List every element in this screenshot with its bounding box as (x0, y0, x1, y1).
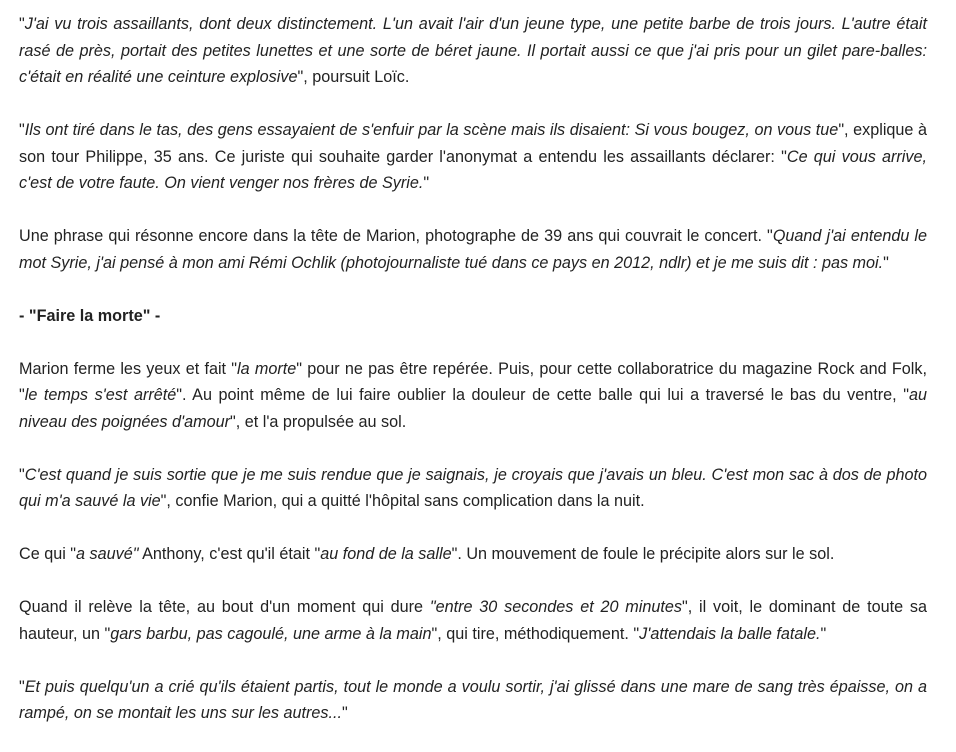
paragraph (19, 117, 927, 197)
text-run: " (883, 253, 889, 272)
quote-text: Quand j'ai entendu le mot Syrie, j'ai pensé à mon ami Rémi Ochlik (photojournaliste tué dans ce pays en 2012, ndlr) et je me suis dit : pas moi. (19, 227, 927, 272)
quote-text: Ce qui vous arrive, c'est de votre faute. On vient venger nos frères de Syrie. (19, 147, 927, 192)
text-run: ", explique à son tour Philippe, 35 ans. Ce juriste qui souhaite garder l'anonymat a entendu les assaillants déclarer: " (19, 121, 927, 166)
paragraph (19, 541, 927, 568)
quote-text: la morte (237, 359, 297, 378)
text-run: " (342, 704, 348, 722)
quote-text: gars barbu, pas cagoulé, une arme à la main (110, 624, 432, 643)
section-subheading: - "Faire la morte" - (19, 306, 161, 325)
text-run: " (19, 465, 25, 484)
text-run: " (820, 624, 827, 643)
text-run: ", confie Marion, qui a quitté l'hôpital sans complication dans la nuit. (160, 492, 645, 510)
text-run: ". Au point même de lui faire oublier la douleur de cette balle qui lui a traversé le bas du ventre, " (176, 386, 909, 404)
text-run: Quand il relève la tête, au bout d'un moment qui dure (19, 598, 430, 616)
text-run: ". Un mouvement de foule le précipite alors sur le sol. (451, 545, 835, 563)
text-run: Ce qui " (19, 545, 77, 563)
text-run: " (19, 121, 25, 139)
text-run: Marion ferme les yeux et fait " (19, 359, 238, 378)
text-run: ", poursuit Loïc. (297, 68, 410, 86)
text-run: ", qui tire, méthodiquement. " (431, 624, 640, 643)
article-body (19, 0, 927, 727)
text-run: ", et l'a propulsée au sol. (229, 412, 407, 431)
paragraph (19, 356, 927, 436)
paragraph (19, 462, 927, 515)
quote-text: a sauvé" (76, 545, 139, 563)
paragraph (19, 674, 927, 727)
text-run: " (423, 174, 430, 192)
text-run: Une phrase qui résonne encore dans la tête de Marion, photographe de 39 ans qui couvrait le concert. " (19, 227, 773, 245)
text-run: ", il voit, le dominant de toute sa hauteur, un " (19, 598, 927, 643)
text-run: Anthony, c'est qu'il était " (138, 545, 321, 563)
quote-text: J'ai vu trois assaillants, dont deux distinctement. L'un avait l'air d'un jeune type, une petite barbe de trois jours. L'autre était rasé de près, portait des petites lunettes et une sorte de béret jaune. Il portait aussi ce que j'ai pris pour un gilet pare-balles: c'était en réalité une ceinture explosive (19, 15, 927, 86)
paragraph (19, 0, 927, 91)
quote-text: Ils ont tiré dans le tas, des gens essayaient de s'enfuir par la scène mais ils disaient: Si vous bougez, on vous tue (24, 121, 839, 139)
quote-text: Et puis quelqu'un a crié qu'ils étaient partis, tout le monde a voulu sortir, j'ai glissé dans une mare de sang très épaisse, on a rampé, on se montait les uns sur les autres... (19, 677, 927, 722)
quote-text: "entre 30 secondes et 20 minutes (429, 598, 682, 616)
paragraph (19, 594, 927, 647)
text-run: " (19, 15, 25, 33)
quote-text: le temps s'est arrêté (24, 386, 177, 404)
text-run: " (19, 677, 25, 696)
quote-text: J'attendais la balle fatale. (639, 624, 821, 643)
quote-text: au fond de la salle (320, 545, 452, 563)
text-run: " pour ne pas être repérée. Puis, pour cette collaboratrice du magazine Rock and Folk, " (19, 359, 927, 404)
quote-text: au niveau des poignées d'amour (19, 386, 927, 431)
quote-text: C'est quand je suis sortie que je me suis rendue que je saignais, je croyais que j'avais un bleu. C'est mon sac à dos de photo qui m'a sauvé la vie (19, 465, 927, 510)
paragraph (19, 223, 927, 276)
